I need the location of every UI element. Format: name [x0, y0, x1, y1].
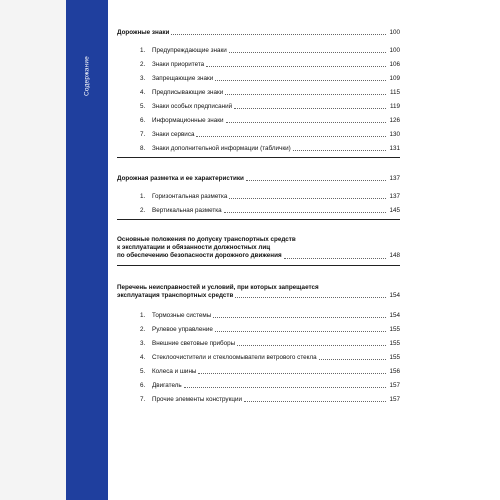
leader-dots: [284, 257, 386, 259]
toc-item-label: Знаки сервиса: [152, 131, 195, 138]
toc-item-number: 7.: [140, 131, 146, 138]
toc-section-heading[interactable]: [117, 236, 400, 261]
toc-page-number: 157: [389, 396, 400, 404]
toc-item[interactable]: [117, 69, 400, 83]
toc-item[interactable]: [117, 306, 400, 320]
toc-item-number: 6.: [140, 382, 146, 390]
toc-item-number: 3.: [140, 75, 146, 82]
toc-item[interactable]: [117, 390, 400, 404]
leader-dots: [225, 93, 386, 95]
toc-item-label: Информационные знаки: [152, 117, 224, 124]
toc-item[interactable]: [117, 334, 400, 348]
toc-item[interactable]: [117, 201, 400, 215]
toc-item-label: Тормозные системы: [152, 312, 212, 320]
toc-section-heading[interactable]: [117, 27, 400, 37]
toc-item-label: Запрещающие знаки: [152, 75, 214, 82]
leader-dots: [226, 121, 386, 123]
toc-item-label: Внешние световые приборы: [152, 340, 236, 348]
toc-page-number: 109: [389, 75, 400, 82]
toc-section-vehicle-admission: [117, 220, 400, 266]
toc-page-number: 156: [389, 368, 400, 376]
toc-page-number: 131: [389, 145, 400, 152]
toc-page-number: 137: [389, 175, 400, 182]
toc-item-label: Знаки особых предписаний: [152, 103, 233, 110]
leader-dots: [184, 386, 386, 388]
toc-section-title-line: по обеспечению безопасности дорожного движения: [117, 252, 282, 260]
toc-item-label: Прочие элементы конструкции: [152, 396, 242, 404]
toc-item-number: 1.: [140, 193, 146, 200]
toc-page-number: 106: [389, 61, 400, 68]
toc-item[interactable]: [117, 348, 400, 362]
toc-item[interactable]: [117, 362, 400, 376]
leader-dots: [215, 330, 386, 332]
leader-dots: [237, 344, 386, 346]
leader-dots: [171, 33, 386, 35]
toc-page-number: 126: [389, 117, 400, 124]
leader-dots: [319, 358, 386, 360]
toc-item[interactable]: [117, 83, 400, 97]
toc-item-number: 7.: [140, 396, 146, 404]
toc-item-label: Двигатель: [152, 382, 182, 390]
leader-dots: [293, 149, 386, 151]
toc-section-title: Дорожная разметка и ее характеристики: [117, 175, 244, 182]
toc-section-title-line: Перечень неисправностей и условий, при которых запрещается: [117, 283, 319, 291]
toc-item[interactable]: [117, 55, 400, 69]
toc-page-number: 100: [389, 47, 400, 54]
toc-item-number: 4.: [140, 354, 146, 362]
toc-item-number: 2.: [140, 326, 146, 334]
leader-dots: [198, 372, 386, 374]
leader-dots: [206, 65, 386, 67]
toc-page-number: 130: [389, 131, 400, 138]
toc-page-number: 100: [389, 29, 400, 36]
leader-dots: [244, 400, 386, 402]
sidebar-title: Содержание: [83, 56, 91, 96]
toc-item-number: 8.: [140, 145, 146, 152]
toc-item-label: Знаки дополнительной информации (таблички): [152, 145, 291, 152]
toc-section-title-line: Основные положения по допуску транспортных средств: [117, 236, 296, 243]
toc-item[interactable]: [117, 97, 400, 111]
toc-item-label: Горизонтальная разметка: [152, 193, 228, 200]
toc-item-number: 3.: [140, 340, 146, 348]
toc-item-label: Знаки приоритета: [152, 61, 205, 68]
toc-page-number: 155: [389, 354, 400, 362]
toc-item[interactable]: [117, 111, 400, 125]
toc-item[interactable]: [117, 376, 400, 390]
toc-item-label: Стеклоочистители и стеклоомыватели ветрового стекла: [152, 354, 317, 362]
toc-page-number: 155: [389, 326, 400, 334]
toc-page-number: 145: [389, 207, 400, 214]
toc-item-number: 1.: [140, 47, 146, 54]
toc-item-number: 2.: [140, 61, 146, 68]
toc-item-label: Вертикальная разметка: [152, 207, 222, 214]
toc-item-number: 4.: [140, 89, 146, 96]
toc-item-label: Предписывающие знаки: [152, 89, 224, 96]
toc-section-title-line: эксплуатация транспортных средств: [117, 291, 234, 299]
toc-section-road-signs: [117, 27, 400, 158]
toc-section-heading[interactable]: [117, 284, 400, 300]
toc-item-number: 5.: [140, 103, 146, 110]
toc-page-number: 119: [389, 103, 400, 110]
toc-page-number: 148: [389, 252, 400, 260]
toc-page-number: 115: [389, 89, 400, 96]
toc-item-number: 5.: [140, 368, 146, 376]
table-of-contents: [117, 27, 400, 408]
leader-dots: [213, 316, 386, 318]
toc-page-number: 155: [389, 340, 400, 348]
toc-item[interactable]: [117, 139, 400, 153]
toc-section-road-markings: [117, 158, 400, 220]
leader-dots: [246, 179, 386, 181]
toc-section-malfunctions: [117, 266, 400, 408]
toc-item-label: Колеса и шины: [152, 368, 197, 376]
toc-page-number: 154: [389, 312, 400, 320]
leader-dots: [235, 296, 386, 298]
leader-dots: [229, 197, 386, 199]
toc-item[interactable]: [117, 320, 400, 334]
toc-item[interactable]: [117, 125, 400, 139]
toc-item[interactable]: [117, 187, 400, 201]
toc-page-number: 154: [389, 291, 400, 299]
toc-item-number: 1.: [140, 312, 146, 320]
toc-section-title: Дорожные знаки: [117, 29, 170, 36]
leader-dots: [196, 135, 386, 137]
leader-dots: [229, 51, 386, 53]
toc-page-number: 137: [389, 193, 400, 200]
leader-dots: [224, 211, 386, 213]
toc-item-number: 6.: [140, 117, 146, 124]
leader-dots: [234, 107, 386, 109]
toc-item-label: Предупреждающие знаки: [152, 47, 227, 54]
toc-section-title-line: к эксплуатации и обязанности должностных лиц: [117, 244, 271, 252]
toc-item-number: 2.: [140, 207, 146, 214]
toc-item[interactable]: [117, 41, 400, 55]
leader-dots: [215, 79, 386, 81]
toc-section-heading[interactable]: [117, 173, 400, 183]
toc-page-number: 157: [389, 382, 400, 390]
toc-item-label: Рулевое управление: [152, 326, 213, 334]
